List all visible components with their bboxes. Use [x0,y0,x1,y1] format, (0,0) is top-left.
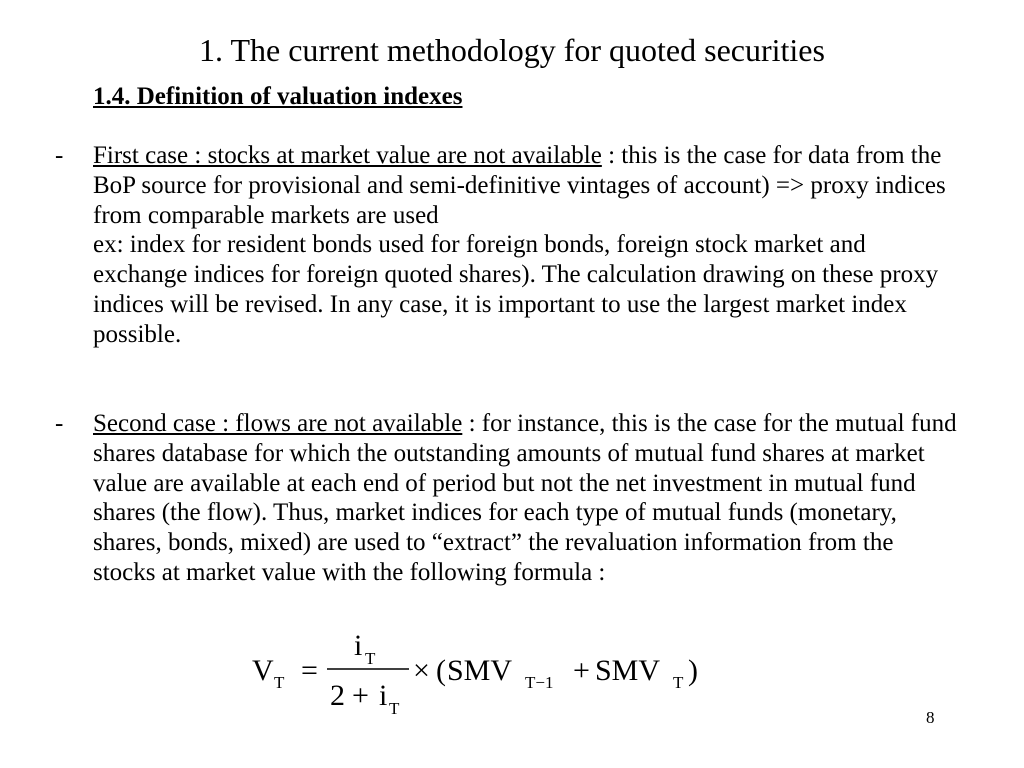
formula-denominator-subscript: T [389,699,400,718]
formula-term1-subscript: T−1 [525,673,554,692]
formula-times: × [413,654,430,687]
bullet-example-text: ex: index for resident bonds used for foreign bonds, foreign stock market and exchange indices for foreign quoted shares). The calculation drawing on these proxy indices will be revised. In any case, it is important to use the largest market index possible. [93,231,939,348]
section-subtitle: 1.4. Definition of valuation indexes [93,83,463,110]
formula-term2-subscript: T [673,673,684,692]
bullet-second-case [55,409,960,588]
formula-term1: SMV [447,654,513,687]
bullet-text: : this is the case for data from the BoP source for provisional and semi-definitive vintages of account) => proxy indices from comparable markets are used [93,142,946,229]
formula-open-paren: ( [436,654,446,687]
formula-close-paren: ) [688,654,698,687]
formula-plus: + [573,654,590,687]
bullet-body [93,141,960,350]
formula-numerator: i [354,629,363,662]
formula-term2: SMV [595,654,661,687]
bullet-first-case [55,141,960,350]
formula-svg [252,628,712,728]
bullet-lead: Second case : flows are not available [93,410,463,437]
bullet-text: : for instance, this is the case for the mutual fund shares database for which the outstanding amounts of mutual fund shares at market value are available at each end of period but not the net investment in mutual fund shares (the flow). Thus, market indices for each type of mutual funds (monetary, shares, bonds, mixed) are used to “extract” the revaluation information from the stocks at market value with the following formula : [93,410,957,586]
bullet-marker: - [55,410,64,437]
bullet-lead: First case : stocks at market value are not available [93,142,602,169]
formula-denominator-const: 2 [330,679,345,712]
formula-numerator-subscript: T [365,649,376,668]
page-number: 8 [926,708,935,727]
slide-title: 1. The current methodology for quoted securities [199,32,825,68]
formula-lhs: V [252,654,274,687]
formula-equals: = [301,654,318,687]
valuation-formula [252,628,712,728]
bullet-body [93,409,960,588]
formula-denominator-plus: + [352,679,369,712]
formula-lhs-subscript: T [274,673,285,692]
formula-denominator-var: i [379,679,388,712]
bullet-marker: - [55,142,64,169]
